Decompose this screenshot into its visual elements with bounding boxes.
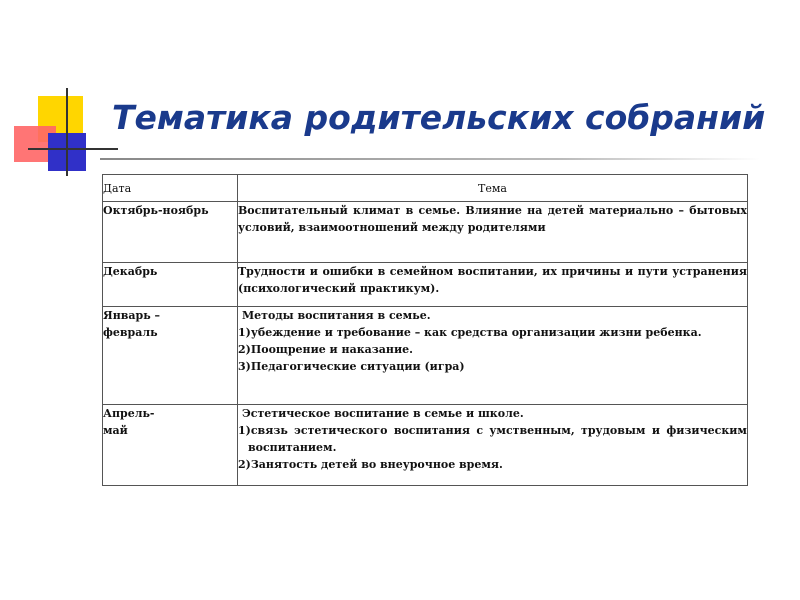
date-cell [103, 405, 238, 486]
topic-intro: Методы воспитания в семье. [242, 309, 431, 322]
date-cell [103, 307, 238, 405]
list-item: 3)Педагогические ситуации (игра) [238, 360, 465, 373]
topic-cell: Воспитательный климат в семье. Влияние на детей материально – бытовых условий, взаимоотношений между родителями [238, 202, 748, 263]
decor-vertical-line [66, 88, 68, 176]
date-line: февраль [103, 326, 158, 339]
date-cell: Декабрь [103, 263, 238, 307]
topic-cell [238, 307, 748, 405]
list-item: 1)связь эстетического воспитания с умственным, трудовым и физическим воспитанием. [238, 424, 747, 454]
topic-cell: Трудности и ошибки в семейном воспитании, их причины и пути устранения (психологический практикум). [238, 263, 748, 307]
date-line: Январь – [103, 309, 161, 322]
list-item: 2)Поощрение и наказание. [238, 343, 413, 356]
table-row [103, 202, 748, 263]
date-line: Апрель- [103, 407, 155, 420]
table-row [103, 307, 748, 405]
header-date: Дата [103, 175, 238, 202]
decor-horizontal-line [28, 148, 118, 150]
header-topic: Тема [238, 175, 748, 202]
title-underline [100, 158, 760, 160]
table-row [103, 263, 748, 307]
list-item: 2)Занятость детей во внеурочное время. [238, 458, 503, 471]
meetings-table [102, 174, 748, 486]
topic-intro: Эстетическое воспитание в семье и школе. [242, 407, 524, 420]
table-row [103, 405, 748, 486]
topic-cell [238, 405, 748, 486]
date-line: май [103, 424, 128, 437]
page-title: Тематика родительских собраний [112, 98, 766, 137]
list-item: 1)убеждение и требование – как средства организации жизни ребенка. [238, 326, 702, 339]
table-header-row [103, 175, 748, 202]
date-cell: Октябрь-ноябрь [103, 202, 238, 263]
